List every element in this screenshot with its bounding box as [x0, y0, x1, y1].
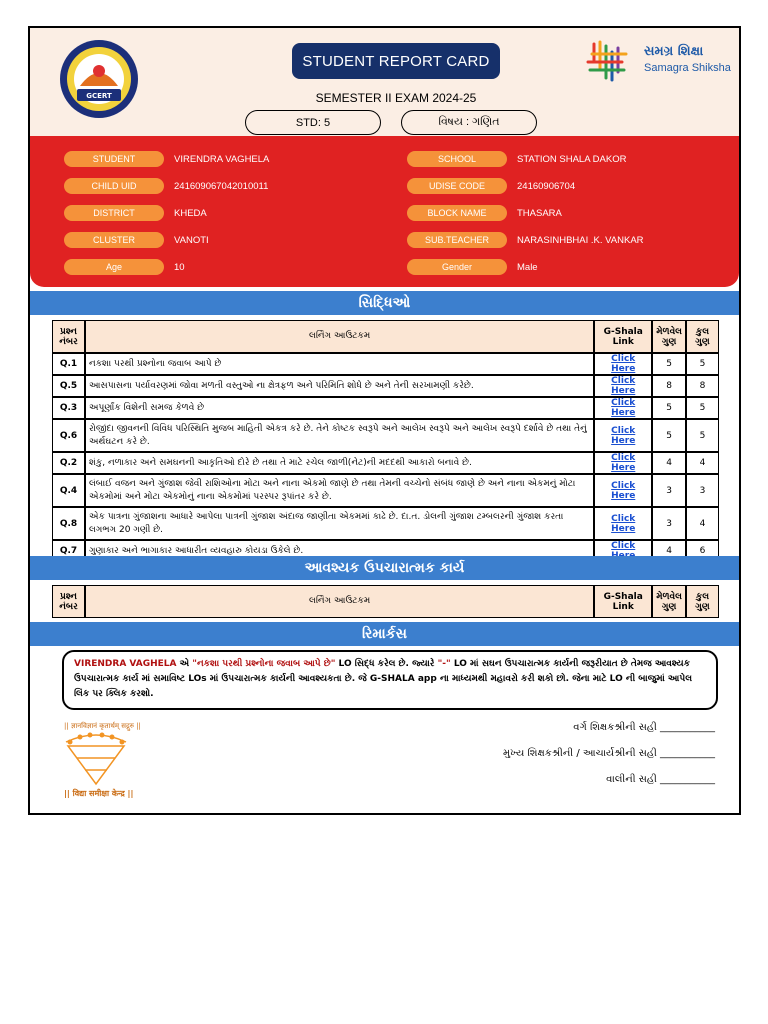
learning-outcome-cell: અપૂર્ણાંક વિશેની સમજ કેળવે છે [85, 397, 594, 419]
info-value: KHEDA [174, 207, 207, 219]
student-info-panel [30, 136, 739, 287]
question-no-cell: Q.3 [52, 397, 85, 419]
info-label: DISTRICT [64, 205, 164, 221]
total-marks-cell: 4 [686, 452, 719, 474]
gshala-link-cell [594, 474, 652, 507]
remarks-text: LO સિદ્ધ કરેલ છે. જ્યારે [335, 659, 438, 669]
table-row [52, 507, 719, 540]
info-label: STUDENT [64, 151, 164, 167]
learning-outcome-cell: એક પાત્રના ગુંજાશના આધારે આપેલા પાત્રની ગુંજાશ અંદાજ જાણીતા એકમમાં કાઢે છે. દા.ત. ડોલની ગુંજાશ ટમ્બલરની ગુંજાશ કરતા લગભગ 20 ગણી છે. [85, 507, 594, 540]
col-total: કુલ ગુણ [686, 320, 719, 353]
remarks-text: એ [176, 659, 193, 669]
question-no-cell: Q.1 [52, 353, 85, 375]
vsk-name: || विद्या समीक्षा केन्द्र || [64, 789, 134, 798]
learning-outcome-cell: લંબાઈ વજન અને ગુંજાશ જેવી રાશિઓના મોટા અને નાના એકમો જાણે છે તથા તેમની વચ્ચેનો સંબંધ જાણે છે અને નાના એકમનું મોટા એકમોમાં અને મોટા એકમોનું નાના એકમોમાં પરસ્પર રૂપાંતર કરે છે. [85, 474, 594, 507]
col-question-no: પ્રશ્ન નંબર [52, 585, 85, 618]
gcert-logo-text: GCERT [86, 92, 112, 100]
report-card [28, 26, 741, 815]
total-marks-cell: 4 [686, 507, 719, 540]
total-marks-cell: 5 [686, 353, 719, 375]
vsk-motto: || ज्ञानविज्ञानं कृतार्थम् सद्गुरु || [64, 722, 141, 730]
info-label: UDISE CODE [407, 178, 507, 194]
class-teacher-signature: વર્ગ શિક્ષકશ્રીની સહી ___________ [573, 722, 715, 733]
info-row-district [64, 205, 207, 221]
info-label: Age [64, 259, 164, 275]
col-total: કુલ ગુણ [686, 585, 719, 618]
gshala-link[interactable]: Click Here [611, 453, 636, 473]
info-row-age [64, 259, 185, 275]
obtained-marks-cell: 5 [652, 397, 686, 419]
achievements-rows [52, 353, 719, 562]
obtained-marks-cell: 5 [652, 419, 686, 452]
gshala-link[interactable]: Click Here [611, 480, 636, 501]
gshala-link-cell [594, 452, 652, 474]
total-marks-cell: 3 [686, 474, 719, 507]
info-label: CHILD UID [64, 178, 164, 194]
info-row-student [64, 151, 269, 167]
std-badge: STD: 5 [245, 110, 381, 135]
gshala-link-cell [594, 397, 652, 419]
info-value: VANOTI [174, 234, 209, 246]
learning-outcome-cell: આસપાસના પર્યાવરણમાં જોવા મળતી વસ્તુઓ ના ક્ષેત્રફળ અને પરિમિતિ શોધે છે અને તેની સરખામણી કરેછે. [85, 375, 594, 397]
samagra-brand-gujarati: સમગ્ર શિક્ષા [644, 44, 704, 59]
info-label: SCHOOL [407, 151, 507, 167]
exam-name: SEMESTER II EXAM 2024-25 [315, 91, 477, 105]
question-no-cell: Q.8 [52, 507, 85, 540]
gshala-link-cell [594, 507, 652, 540]
info-row-child-uid [64, 178, 268, 194]
gshala-link[interactable]: Click Here [611, 376, 636, 396]
col-learning-outcome: લર્નિંગ આઉટકમ [85, 585, 594, 618]
col-learning-outcome: લર્નિંગ આઉટકમ [85, 320, 594, 353]
remarks-student-name: VIRENDRA VAGHELA [74, 659, 177, 669]
report-header [30, 28, 739, 138]
question-no-cell: Q.5 [52, 375, 85, 397]
gshala-link[interactable]: Click Here [611, 513, 636, 534]
learning-outcome-cell: ગુણાકાર અને ભાગાકાર આધારીત વ્યવહારુ કોયડા ઉકેલે છે. [85, 540, 594, 562]
info-value: 10 [174, 261, 185, 273]
remarks-text: LO માં સઘન ઉપચારાત્મક કાર્યની જરૂરીયાત છે તેમજ આવશ્યક ઉપચારાત્મક કાર્ય માં સમાવિષ્ટ LOs માં ઉપચારાત્મક કાર્યની આવશ્યકતા છે. જે G-SHALA app ના માધ્યમથી મહાવરો કરી શકો છો. જેના માટે LO ની બાજુમાં આપેલ લિંક પર ક્લિક કરશો. [74, 659, 693, 699]
total-marks-cell: 5 [686, 397, 719, 419]
obtained-marks-cell: 4 [652, 452, 686, 474]
achievements-heading: સિદ્ધિઓ [30, 291, 739, 315]
info-row-school [407, 151, 626, 167]
col-gshala-link: G-Shala Link [594, 585, 652, 618]
obtained-marks-cell: 3 [652, 474, 686, 507]
total-marks-cell: 5 [686, 419, 719, 452]
info-value: 241609067042010011 [174, 180, 269, 192]
gshala-link-cell [594, 353, 652, 375]
question-no-cell: Q.6 [52, 419, 85, 452]
obtained-marks-cell: 8 [652, 375, 686, 397]
info-row-cluster [64, 232, 209, 248]
total-marks-cell: 8 [686, 375, 719, 397]
table-row [52, 375, 719, 397]
gshala-link-cell [594, 419, 652, 452]
table-row [52, 353, 719, 375]
learning-outcome-cell: શંકુ, નળાકાર અને સમઘનની આકૃતિઓ દોરે છે તથા તે માટે રચેલ જાળી(નેટ)ની મદદથી આકારો બનાવે છે. [85, 452, 594, 474]
question-no-cell: Q.2 [52, 452, 85, 474]
samagra-brand-english: Samagra Shiksha [644, 62, 731, 74]
vidya-samiksha-kendra-logo [60, 728, 132, 790]
table-row [52, 452, 719, 474]
achievements-table [52, 320, 719, 562]
info-value: NARASINHBHAI .K. VANKAR [517, 234, 644, 246]
obtained-marks-cell: 4 [652, 540, 686, 562]
col-obtained: મેળવેલ ગુણ [652, 320, 686, 353]
info-label: BLOCK NAME [407, 205, 507, 221]
gcert-logo [58, 38, 140, 120]
info-value: THASARA [517, 207, 562, 219]
info-row-gender [407, 259, 538, 275]
gshala-link[interactable]: Click Here [611, 398, 636, 418]
col-obtained: મેળવેલ ગુણ [652, 585, 686, 618]
remarks-box [62, 650, 718, 710]
info-value: Male [517, 261, 538, 273]
col-question-no: પ્રશ્ન નંબર [52, 320, 85, 353]
remarks-achieved-lo: "નકશા પરથી પ્રશ્નોના જવાબ આપે છે" [192, 659, 336, 669]
info-row-block [407, 205, 562, 221]
table-row [52, 419, 719, 452]
remarks-heading: રિમાર્કસ [30, 622, 739, 646]
parent-signature: વાલીની સહી ___________ [606, 774, 715, 785]
subject-badge: વિષય : ગણિત [401, 110, 537, 135]
info-value: STATION SHALA DAKOR [517, 153, 627, 165]
table-row [52, 397, 719, 419]
gshala-link[interactable]: Click [611, 541, 636, 551]
remedial-table [52, 585, 719, 618]
info-value: 24160906704 [517, 180, 576, 192]
total-marks-cell: 6 [686, 540, 719, 562]
info-row-udise [407, 178, 575, 194]
remarks-pending-lo: "-" [437, 659, 451, 669]
gshala-link-cell [594, 375, 652, 397]
obtained-marks-cell: 5 [652, 353, 686, 375]
question-no-cell: Q.4 [52, 474, 85, 507]
remedial-heading: આવશ્યક ઉપચારાત્મક કાર્ય [30, 556, 739, 580]
question-no-cell: Q.7 [52, 540, 85, 562]
info-label: SUB.TEACHER [407, 232, 507, 248]
info-row-teacher [407, 232, 644, 248]
table-row [52, 474, 719, 507]
report-title: STUDENT REPORT CARD [292, 43, 500, 79]
gshala-link[interactable]: Click Here [611, 425, 636, 446]
info-label: Gender [407, 259, 507, 275]
principal-signature: મુખ્ય શિક્ષકશ્રીની / આચાર્યશ્રીની સહી ___________ [503, 748, 715, 759]
learning-outcome-cell: નકશા પરથી પ્રશ્નોના જવાબ આપે છે [85, 353, 594, 375]
info-label: CLUSTER [64, 232, 164, 248]
obtained-marks-cell: 3 [652, 507, 686, 540]
info-value: VIRENDRA VAGHELA [174, 153, 270, 165]
col-gshala-link: G-Shala Link [594, 320, 652, 353]
learning-outcome-cell: રોજીંદા જીવનની વિવિધ પરિસ્થિતિ મુજબ માહિતી એકત્ર કરે છે. તેને કોષ્ટક સ્વરૂપે અને આલેખ સ્વરૂપે અને આલેખ સ્વરૂપે દર્શાવે છે તથા તેનું અર્થઘટન કરે છે. [85, 419, 594, 452]
gshala-link[interactable]: Click Here [611, 354, 636, 374]
